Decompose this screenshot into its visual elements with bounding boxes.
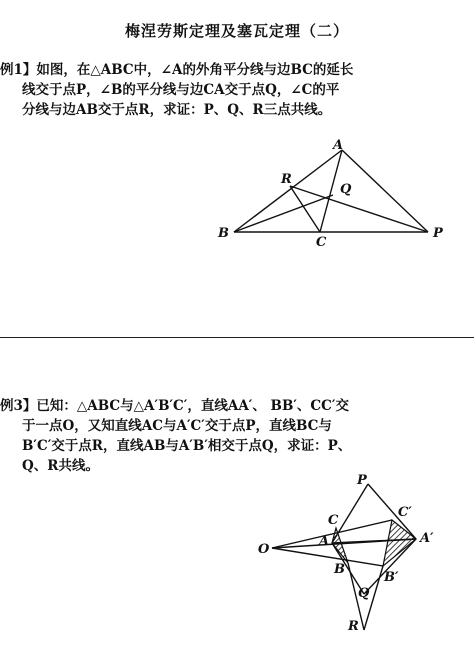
label-Q: Q	[340, 182, 352, 197]
label-A: A	[333, 138, 344, 153]
label-C: C	[316, 235, 327, 250]
label-A: A	[319, 534, 330, 549]
triangle-A1B1C1-hatched	[383, 520, 416, 566]
problem-3-line-3: B′C′交于点R，直线AB与A′B′相交于点Q，求证：P、	[22, 438, 352, 454]
label-C-prime: C′	[398, 505, 412, 520]
problem-1-line-3: 分线与边AB交于点R，求证：P、Q、R三点共线。	[22, 102, 332, 118]
problem-3-line-1: 例3】已知：△ABC与△A′B′C′，直线AA′、 BB′、CC′交	[0, 398, 349, 414]
label-R: R	[348, 619, 359, 634]
label-O: O	[258, 542, 270, 557]
problem-3-line-2: 于一点O，又知直线AC与A′C′交于点P，直线BC与	[22, 418, 332, 434]
label-B-prime: B′	[384, 570, 399, 585]
label-Q: Q	[358, 586, 370, 601]
problem-1-line-1: 例1】如图，在△ABC中，∠A的外角平分线与边BC的延长	[0, 62, 354, 78]
label-P: P	[357, 473, 367, 488]
page-title: 梅涅劳斯定理及塞瓦定理（二）	[124, 22, 349, 40]
label-P: P	[433, 226, 443, 241]
label-A-prime: A′	[420, 531, 434, 546]
label-R: R	[281, 172, 292, 187]
label-B: B	[218, 226, 229, 241]
line-OBB1	[272, 548, 383, 566]
label-B: B	[334, 562, 345, 577]
problem-3-line-4: Q、R共线。	[22, 458, 99, 474]
problem-1-line-2: 线交于点P，∠B的平分线与边CA交于点Q，∠C的平	[22, 82, 340, 98]
label-C: C	[328, 513, 339, 528]
